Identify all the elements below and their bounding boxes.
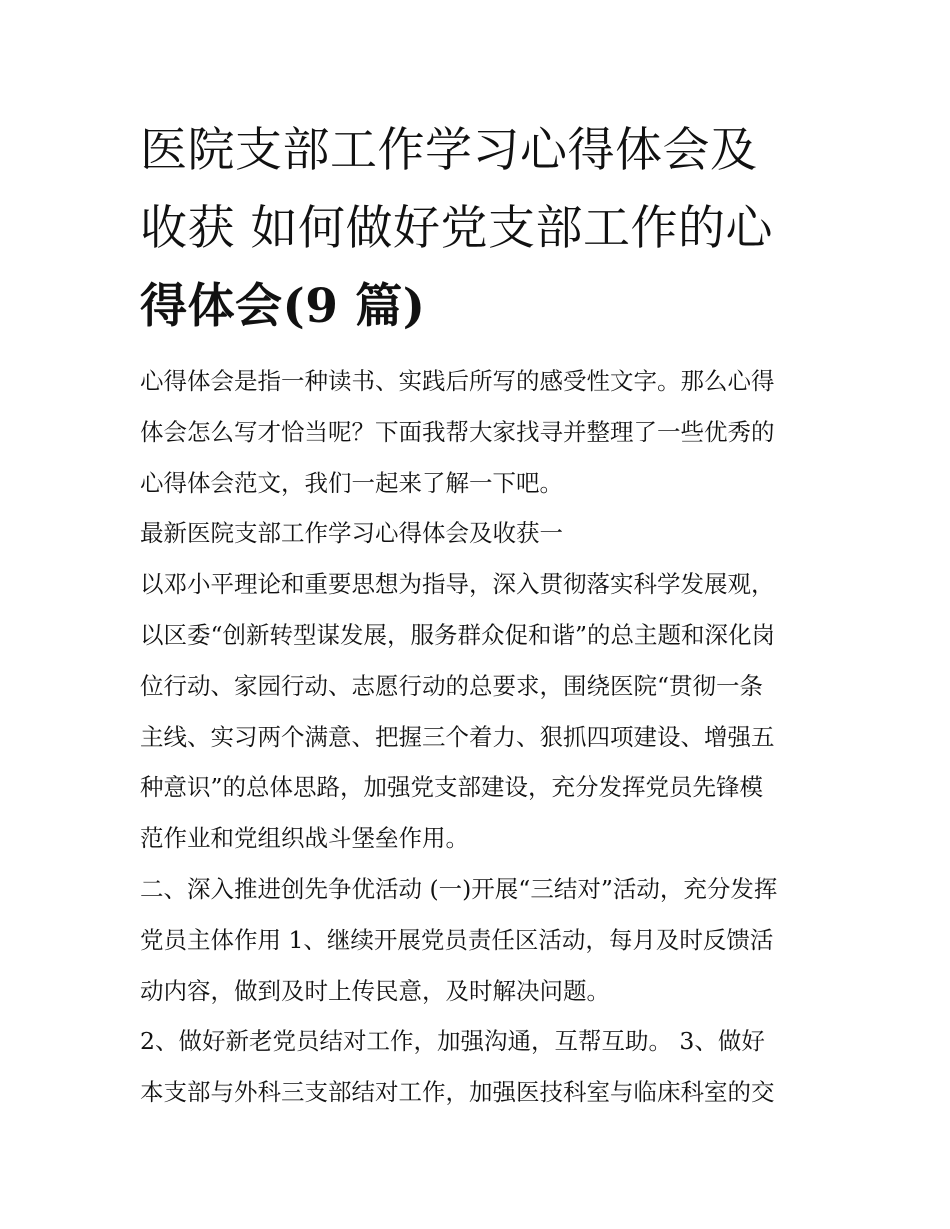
text-line: 本支部与外科三支部结对工作，加强医技科室与临床科室的交 bbox=[140, 1078, 775, 1107]
document-content bbox=[140, 112, 820, 1118]
text-line: 二、深入推进创先争优活动 (一)开展“三结对”活动，充分发挥 bbox=[140, 874, 778, 903]
text-line: 党员主体作用 1、继续开展党员责任区活动，每月及时反馈活 bbox=[140, 925, 774, 954]
section-heading bbox=[140, 508, 820, 559]
text-line: 主线、实习两个满意、把握三个着力、狠抓四项建设、增强五 bbox=[140, 722, 775, 751]
title-line: 收获 如何做好党支部工作的心 bbox=[140, 201, 773, 256]
text-line: 2、做好新老党员结对工作，加强沟通，互帮互助。 3、做好 bbox=[140, 1027, 765, 1056]
text-line: 心得体会范文，我们一起来了解一下吧。 bbox=[140, 468, 563, 497]
text-line: 心得体会是指一种读书、实践后所写的感受性文字。那么心得 bbox=[140, 367, 775, 395]
document-title bbox=[140, 112, 820, 346]
pairing-paragraph bbox=[140, 1016, 820, 1118]
text-line: 以邓小平理论和重要思想为指导，深入贯彻落实科学发展观， bbox=[140, 570, 775, 599]
text-line: 范作业和党组织战斗堡垒作用。 bbox=[140, 824, 469, 853]
guiding-paragraph bbox=[140, 559, 820, 864]
intro-paragraph bbox=[140, 356, 820, 508]
text-line: 以区委“创新转型谋发展，服务群众促和谐”的总主题和深化岗 bbox=[140, 620, 776, 649]
text-line: 种意识”的总体思路，加强党支部建设，充分发挥党员先锋模 bbox=[140, 773, 764, 802]
text-line: 位行动、家园行动、志愿行动的总要求，围绕医院“贯彻一条 bbox=[140, 671, 764, 700]
title-line: 得体会(9 篇) bbox=[140, 279, 426, 334]
text-line: 动内容，做到及时上传民意，及时解决问题。 bbox=[140, 976, 610, 1005]
text-line: 最新医院支部工作学习心得体会及收获一 bbox=[140, 519, 563, 548]
title-line: 医院支部工作学习心得体会及 bbox=[140, 123, 758, 178]
document-body bbox=[140, 356, 820, 1118]
activity-paragraph bbox=[140, 864, 820, 1016]
text-line: 体会怎么写才恰当呢？下面我帮大家找寻并整理了一些优秀的 bbox=[140, 417, 775, 446]
